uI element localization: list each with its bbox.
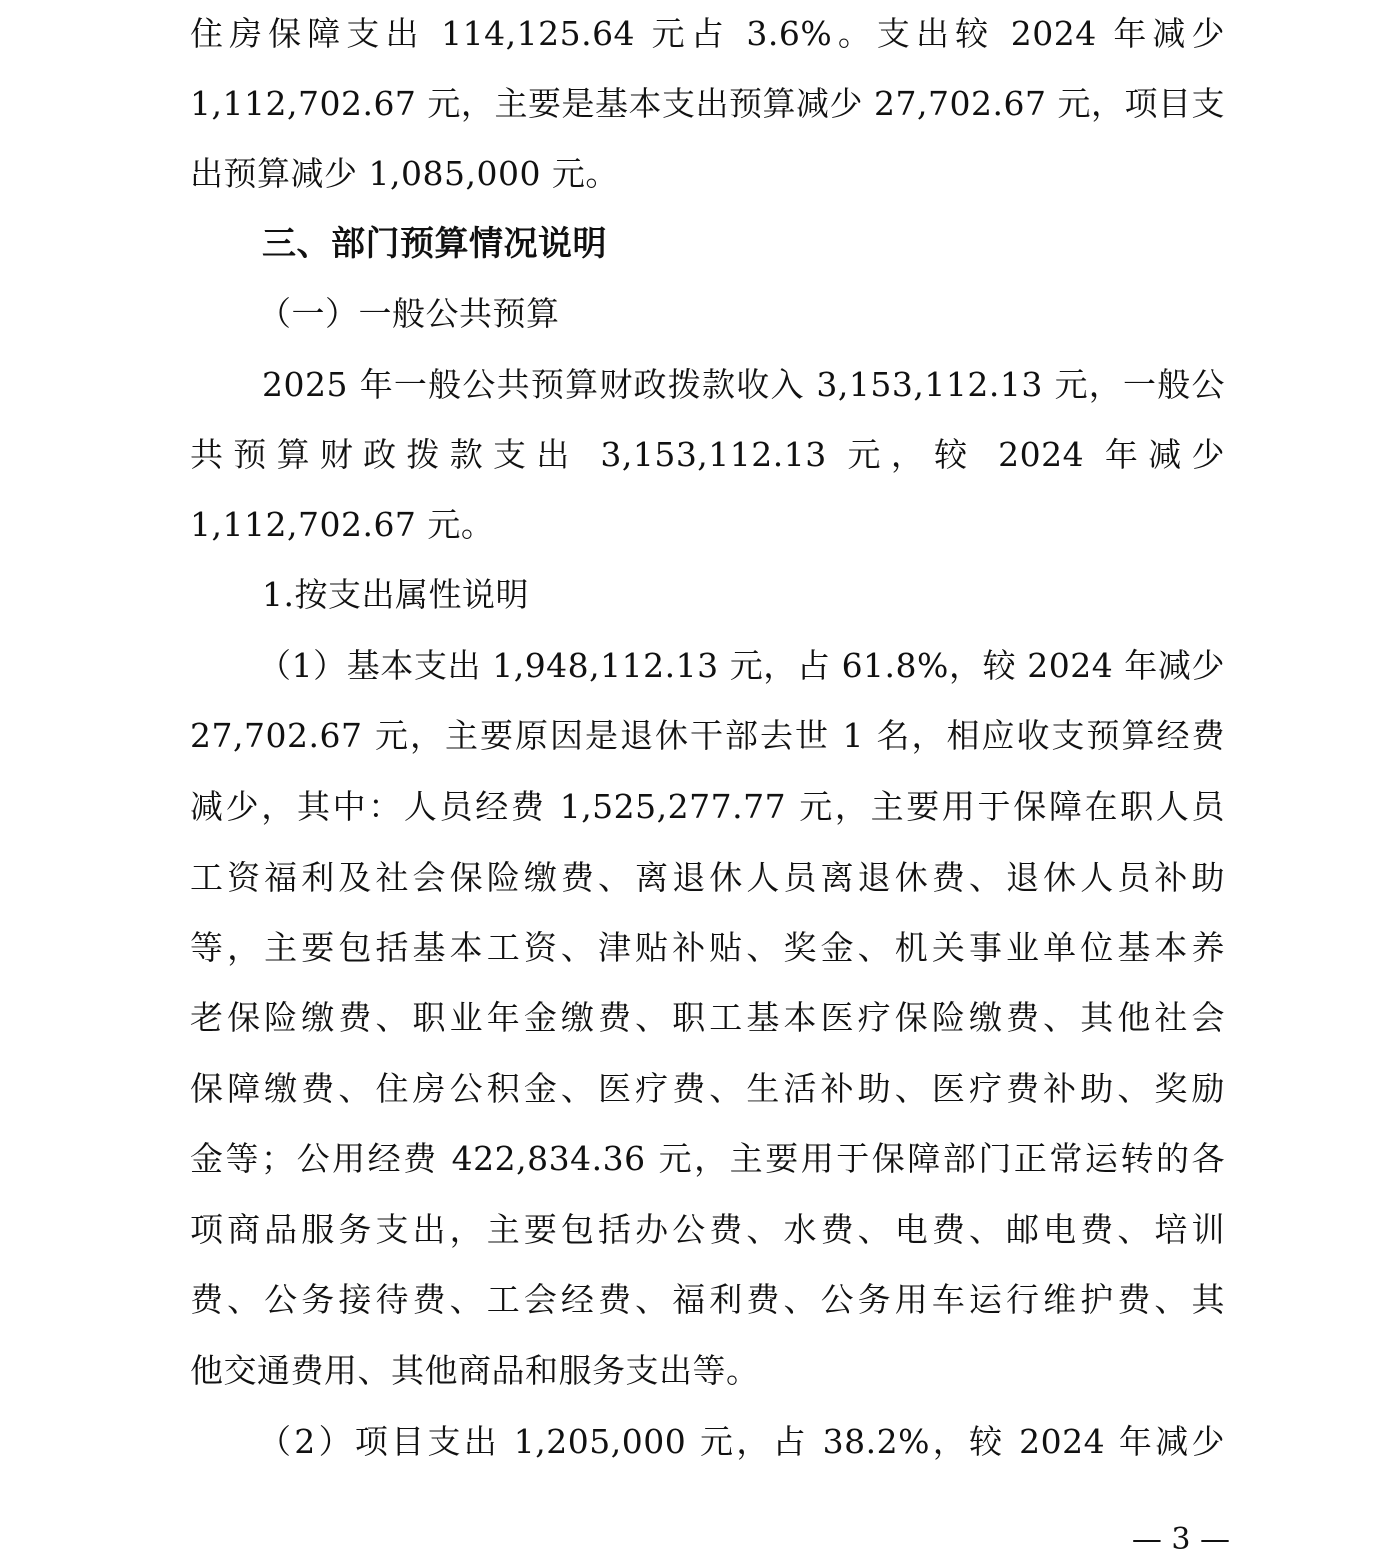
section-heading: 三、部门预算情况说明 [262,224,607,264]
body-text-line-17: 金等；公用经费 422,834.36 元，主要用于保障部门正常运转的各 [190,1139,1225,1178]
body-text-line-19: 费、公务接待费、工会经费、福利费、公务用车运行维护费、其 [190,1280,1225,1319]
body-text-line-10: （1）基本支出 1,948,112.13 元，占 61.8%，较 2024 年减少 [258,646,1225,685]
body-text-line-13: 工资福利及社会保险缴费、离退休人员离退休费、退休人员补助 [190,858,1225,897]
body-text-line-14: 等，主要包括基本工资、津贴补贴、奖金、机关事业单位基本养 [190,928,1225,967]
body-text-line-11: 27,702.67 元，主要原因是退休干部去世 1 名，相应收支预算经费 [190,716,1225,755]
body-text-line-21: （2）项目支出 1,205,000 元，占 38.2%，较 2024 年减少 [258,1422,1225,1461]
body-text-line-8: 1,112,702.67 元。 [190,505,495,544]
subsection-heading: （一）一般公共预算 [258,294,560,333]
body-text-line-16: 保障缴费、住房公积金、医疗费、生活补助、医疗费补助、奖励 [190,1069,1225,1108]
body-text-line-15: 老保险缴费、职业年金缴费、职工基本医疗保险缴费、其他社会 [190,998,1225,1037]
body-text-line-20: 他交通费用、其他商品和服务支出等。 [190,1351,760,1390]
list-heading: 1.按支出属性说明 [262,575,529,614]
page-number: — 3 — [1131,1522,1230,1557]
body-text-line-18: 项商品服务支出，主要包括办公费、水费、电费、邮电费、培训 [190,1210,1225,1249]
body-text-line-1: 住房保障支出 114,125.64 元占 3.6%。支出较 2024 年减少 [190,14,1225,53]
body-text-line-3: 出预算减少 1,085,000 元。 [190,154,619,193]
body-text-line-7: 共预算财政拨款支出 3,153,112.13 元，较 2024 年减少 [190,435,1225,474]
body-text-line-6: 2025 年一般公共预算财政拨款收入 3,153,112.13 元，一般公 [262,365,1225,404]
body-text-line-12: 减少，其中：人员经费 1,525,277.77 元，主要用于保障在职人员 [190,787,1225,826]
body-text-line-2: 1,112,702.67 元，主要是基本支出预算减少 27,702.67 元，项目支 [190,84,1225,123]
